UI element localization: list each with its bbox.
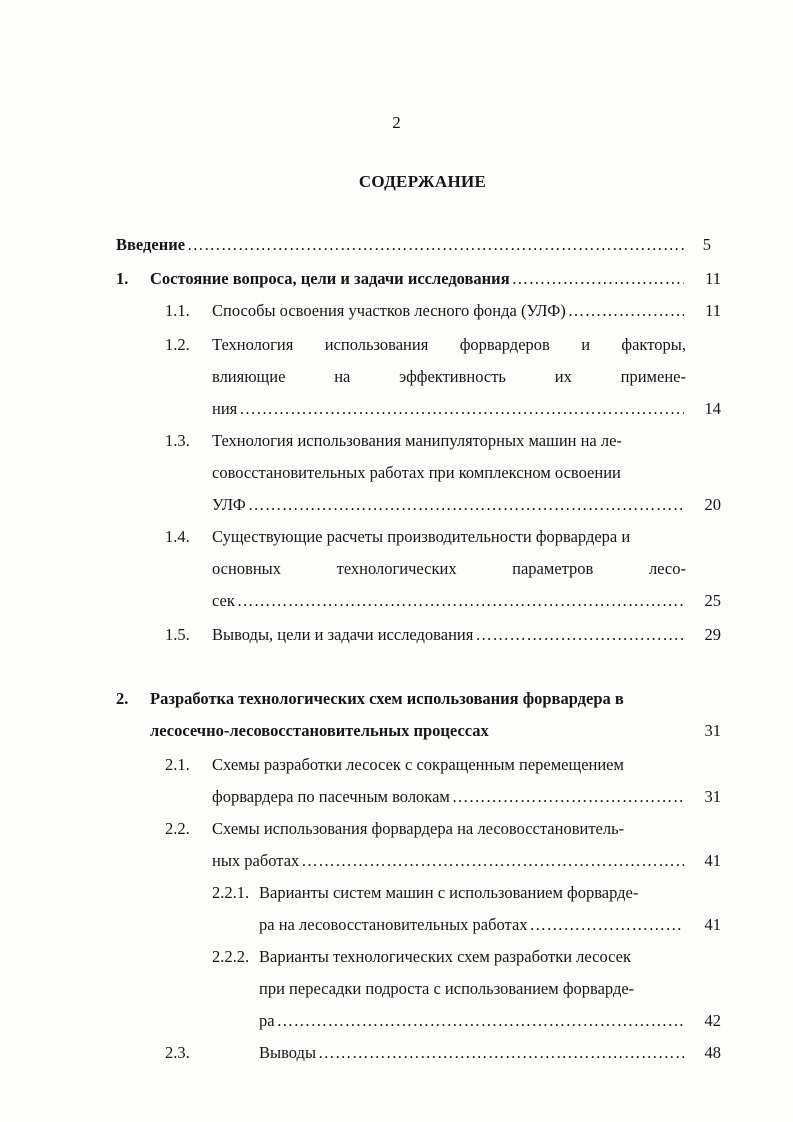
toc-number: 2. [116,689,129,708]
leader-dots [475,622,684,648]
toc-page: 29 [704,625,721,644]
toc-number: 1.2. [165,335,190,354]
toc-label: сек [212,591,235,610]
toc-page: 11 [705,269,721,288]
toc-word: форвардеров [459,335,550,354]
toc-label: УЛФ [212,495,246,514]
toc-label: форвардера по пасечным волокам [212,787,450,806]
toc-entry-intro[interactable] [116,232,686,258]
toc-label: ра на лесовосстановительных работах [259,915,528,934]
leader-dots [530,912,684,938]
toc-label: Выводы, цели и задачи исследования [212,625,474,644]
toc-word: эффективность [399,367,506,386]
toc-entry-1-5[interactable] [212,622,686,648]
leader-dots [237,588,684,614]
toc-word: технологических [336,559,457,578]
toc-page: 48 [704,1043,721,1062]
toc-number: 1.1. [165,301,190,320]
leader-dots [248,492,684,518]
toc-word: на [334,367,351,386]
toc-number: 2.2. [165,819,190,838]
toc-word: примене- [620,367,686,386]
toc-label: Варианты технологических схем разработки лесосек [259,947,631,966]
toc-number: 1.3. [165,431,190,450]
toc-entry-1-1[interactable] [212,298,686,324]
toc-label: Выводы [259,1043,317,1062]
toc-label: лесосечно-лесовосстановительных процессах [150,721,489,740]
leader-dots [301,848,684,874]
toc-word: использования [324,335,429,354]
toc-number: 2.3. [165,1043,190,1062]
toc-label: при пересадки подроста с использованием форварде- [259,979,635,998]
leader-dots [318,1040,684,1066]
toc-label: ных работах [212,851,300,870]
toc-label: Введение [116,235,186,254]
toc-page: 20 [704,495,721,514]
page-title: СОДЕРЖАНИЕ [358,172,487,191]
leader-dots [512,266,684,292]
toc-page: 42 [704,1011,721,1030]
page-number: 2 [392,113,401,132]
toc-word: лесо- [648,559,686,578]
toc-page: 41 [704,915,721,934]
toc-number: 2.2.1. [212,883,250,902]
toc-label: ния [212,399,238,418]
toc-label: Существующие расчеты производительности форвардера и [212,527,631,546]
toc-entry-ch1[interactable] [150,266,686,292]
toc-page: 25 [704,591,721,610]
toc-page: 11 [705,301,721,320]
toc-word: факторы, [621,335,686,354]
leader-dots [277,1008,684,1034]
toc-page: 41 [704,851,721,870]
toc-number: 2.1. [165,755,190,774]
toc-page: 5 [702,235,711,254]
toc-number: 2.2.2. [212,947,250,966]
leader-dots [239,396,684,422]
toc-word: их [554,367,572,386]
toc-label: Состояние вопроса, цели и задачи исследования [150,269,510,288]
toc-label: ра [259,1011,275,1030]
toc-word: Технология [212,335,294,354]
toc-entry-2-3[interactable] [259,1040,686,1066]
toc-label: Варианты систем машин с использованием форварде- [259,883,639,902]
toc-number: 1.5. [165,625,190,644]
toc-page: 31 [704,787,721,806]
toc-label: Способы освоения участков лесного фонда (УЛФ) [212,301,566,320]
leader-dots [187,232,684,258]
toc-word: параметров [512,559,594,578]
toc-label: Разработка технологических схем использования форвардера в [150,689,624,708]
toc-label: Схемы использования форвардера на лесовосстановитель- [212,819,625,838]
leader-dots [452,784,684,810]
toc-label: Технология использования манипуляторных машин на ле- [212,431,622,450]
toc-number: 1.4. [165,527,190,546]
toc-page: 14 [704,399,721,418]
toc-label: Схемы разработки лесосек с сокращенным перемещением [212,755,624,774]
toc-word: влияющие [212,367,286,386]
toc-number: 1. [116,269,129,288]
toc-page: 31 [704,721,721,740]
toc-label: совосстановительных работах при комплексном освоении [212,463,621,482]
toc-word: и [581,335,591,354]
leader-dots [568,298,684,324]
toc-word: основных [212,559,282,578]
